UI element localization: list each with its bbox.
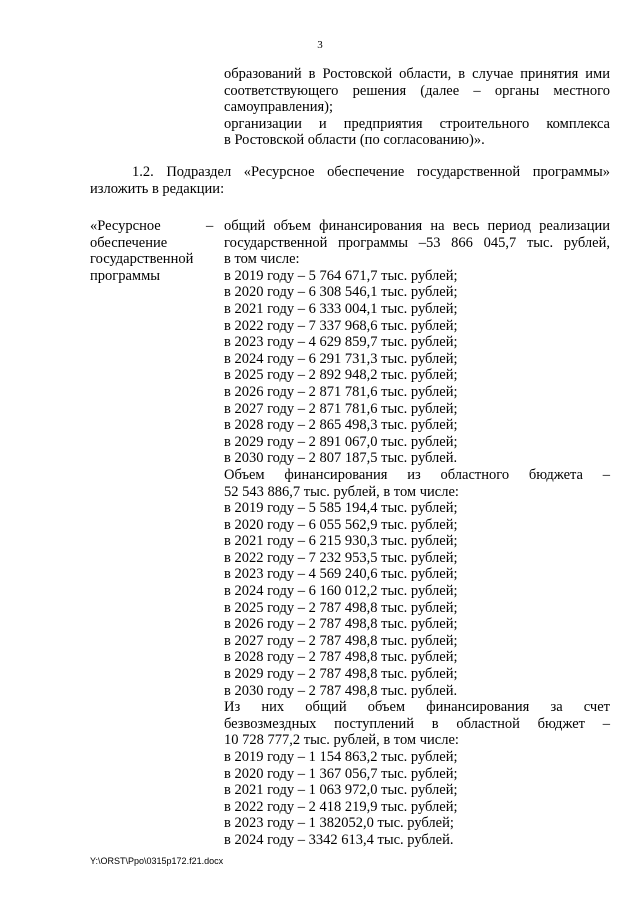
year-line: в 2026 году – 2 871 781,6 тыс. рублей;: [224, 383, 458, 400]
year-line: в 2028 году – 2 865 498,3 тыс. рублей;: [224, 417, 458, 434]
year-line: в 2021 году – 6 215 930,3 тыс. рублей;: [224, 533, 458, 550]
funding-details: [224, 218, 610, 849]
year-line: в 2024 году – 3342 613,4 тыс. рублей.: [224, 831, 454, 848]
gratuitous-funding-block: [224, 699, 610, 848]
year-line: в 2024 году – 6 291 731,3 тыс. рублей;: [224, 350, 458, 367]
page-number: 3: [317, 39, 323, 51]
year-line: в 2019 году – 1 154 863,2 тыс. рублей;: [224, 749, 458, 765]
list-line: в Ростовской области (по согласованию)».: [224, 132, 485, 149]
total-funding-line: в том числе:: [224, 251, 300, 268]
section-heading-line: 1.2. Подраздел «Ресурсное обеспечение государственной программы»: [132, 164, 610, 180]
year-line: в 2019 году – 5 764 671,7 тыс. рублей;: [224, 267, 458, 284]
resource-label: [90, 218, 202, 284]
year-line: в 2023 году – 4 629 859,7 тыс. рублей;: [224, 334, 458, 351]
year-line: в 2029 году – 2 891 067,0 тыс. рублей;: [224, 433, 458, 450]
year-line: в 2023 году – 4 569 240,6 тыс. рублей;: [224, 566, 458, 583]
year-line: в 2019 году – 5 585 194,4 тыс. рублей;: [224, 500, 458, 517]
year-line: в 2025 году – 2 892 948,2 тыс. рублей;: [224, 367, 458, 384]
year-line: в 2020 году – 6 308 546,1 тыс. рублей;: [224, 284, 458, 301]
total-funding-line: общий объем финансирования на весь период реализации: [224, 218, 610, 234]
label-dash: –: [206, 218, 214, 234]
year-line: в 2023 году – 1 382052,0 тыс. рублей;: [224, 815, 454, 832]
list-line: организации и предприятия строительного комплекса: [224, 115, 610, 132]
year-line: в 2021 году – 1 063 972,0 тыс. рублей;: [224, 782, 458, 799]
gratuitous-funding-line: безвозмездных поступлений в областной бюджет –: [224, 715, 610, 732]
gratuitous-years-list: [224, 749, 610, 849]
label-line: государственной: [90, 251, 194, 268]
total-years-list: [224, 268, 610, 467]
year-line: в 2022 году – 2 418 219,9 тыс. рублей;: [224, 798, 458, 815]
gratuitous-funding-line: 10 728 777,2 тыс. рублей, в том числе:: [224, 732, 459, 749]
regional-funding-block: [224, 467, 610, 699]
regional-years-list: [224, 500, 610, 699]
label-line: обеспечение: [90, 234, 168, 251]
year-line: в 2021 году – 6 333 004,1 тыс. рублей;: [224, 300, 458, 317]
gratuitous-funding-line: Из них общий объем финансирования за счет: [224, 699, 610, 716]
total-funding-line: государственной программы –53 866 045,7 тыс. рублей,: [224, 234, 610, 251]
year-line: в 2030 году – 2 787 498,8 тыс. рублей.: [224, 682, 458, 699]
list-line: образований в Ростовской области, в случае принятия ими: [224, 66, 610, 82]
regional-funding-line: 52 543 886,7 тыс. рублей, в том числе:: [224, 483, 459, 500]
continued-list: [224, 66, 610, 149]
list-line: соответствующего решения (далее – органы местного: [224, 82, 610, 99]
year-line: в 2030 году – 2 807 187,5 тыс. рублей.: [224, 450, 458, 467]
section-heading-line: изложить в редакции:: [90, 180, 225, 197]
section-heading: [90, 164, 610, 197]
year-line: в 2027 году – 2 787 498,8 тыс. рублей;: [224, 632, 458, 649]
year-line: в 2028 году – 2 787 498,8 тыс. рублей;: [224, 649, 458, 666]
year-line: в 2024 году – 6 160 012,2 тыс. рублей;: [224, 583, 458, 600]
file-path-footer: Y:\ORST\Ppo\0315p172.f21.docx: [90, 856, 224, 866]
year-line: в 2025 году – 2 787 498,8 тыс. рублей;: [224, 599, 458, 616]
year-line: в 2020 году – 6 055 562,9 тыс. рублей;: [224, 516, 458, 533]
year-line: в 2022 году – 7 337 968,6 тыс. рублей;: [224, 317, 458, 334]
list-line: самоуправления);: [224, 99, 333, 116]
year-line: в 2026 году – 2 787 498,8 тыс. рублей;: [224, 616, 458, 633]
label-line: программы: [90, 267, 160, 284]
regional-funding-line: Объем финансирования из областного бюджета –: [224, 466, 610, 483]
year-line: в 2027 году – 2 871 781,6 тыс. рублей;: [224, 400, 458, 417]
year-line: в 2022 году – 7 232 953,5 тыс. рублей;: [224, 549, 458, 566]
total-funding-block: [224, 218, 610, 467]
label-line: «Ресурсное: [90, 218, 161, 234]
year-line: в 2020 году – 1 367 056,7 тыс. рублей;: [224, 765, 458, 782]
year-line: в 2029 году – 2 787 498,8 тыс. рублей;: [224, 666, 458, 683]
